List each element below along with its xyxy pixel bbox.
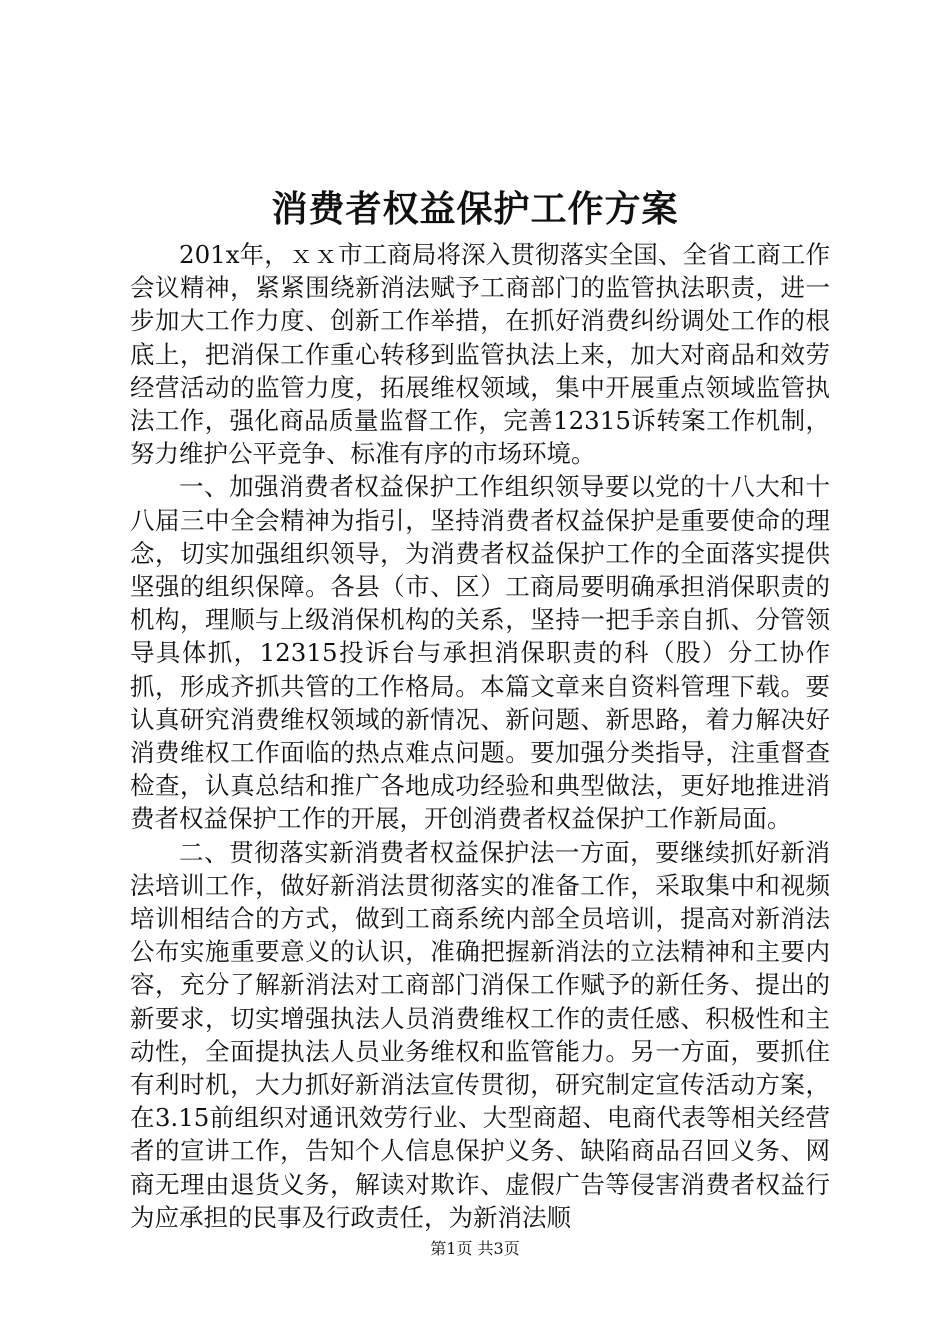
page-footer: 第1页 共3页 bbox=[430, 1239, 520, 1258]
paragraph-section-1: 一、加强消费者权益保护工作组织领导要以党的十八大和十八届三中全会精神为指引，坚持消费者权益保护是重要使命的理念，切实加强组织领导，为消费者权益保护工作的全面落实提供坚强的组织保障。各县（市、区）工商局要明确承担消保职责的机构，理顺与上级消保机构的关系，坚持一把手亲自抓、分管领导具体抓，12315投诉台与承担消保职责的科（股）分工协作抓，形成齐抓共管的工作格局。本篇文章来自资料管理下载。要认真研究消费维权领域的新情况、新问题、新思路，着力解决好消费维权工作面临的热点难点问题。要加强分类指导，注重督查检查，认真总结和推广各地成功经验和典型做法，更好地推进消费者权益保护工作的开展，开创消费者权益保护工作新局面。 bbox=[130, 472, 830, 834]
paragraph-section-2: 二、贯彻落实新消费者权益保护法一方面，要继续抓好新消法培训工作，做好新消法贯彻落实的准备工作，采取集中和视频培训相结合的方式，做到工商系统内部全员培训，提高对新消法公布实施重要意义的认识，准确把握新消法的立法精神和主要内容，充分了解新消法对工商部门消保工作赋予的新任务、提出的新要求，切实增强执法人员消费维权工作的责任感、积极性和主动性，全面提执法人员业务维权和监管能力。另一方面，要抓住有利时机，大力抓好新消法宣传贯彻，研究制定宣传活动方案，在3.15前组织对通讯效劳行业、大型商超、电商代表等相关经营者的宣讲工作，告知个人信息保护义务、缺陷商品召回义务、网商无理由退货义务，解读对欺诈、虚假广告等侵害消费者权益行为应承担的民事及行政责任，为新消法顺 bbox=[130, 837, 830, 1232]
paragraph-intro: 201x年，ｘｘ市工商局将深入贯彻落实全国、全省工商工作会议精神，紧紧围绕新消法赋予工商部门的监管执法职责，进一步加大工作力度、创新工作举措，在抓好消费纠纷调处工作的根底上，把消保工作重心转移到监管执法上来，加大对商品和效劳经营活动的监管力度，拓展维权领域，集中开展重点领域监管执法工作，强化商品质量监督工作，完善12315诉转案工作机制，努力维护公平竞争、标准有序的市场环境。 bbox=[130, 240, 830, 469]
document-title: 消费者权益保护工作方案 bbox=[271, 188, 679, 230]
document-body bbox=[130, 238, 830, 1234]
